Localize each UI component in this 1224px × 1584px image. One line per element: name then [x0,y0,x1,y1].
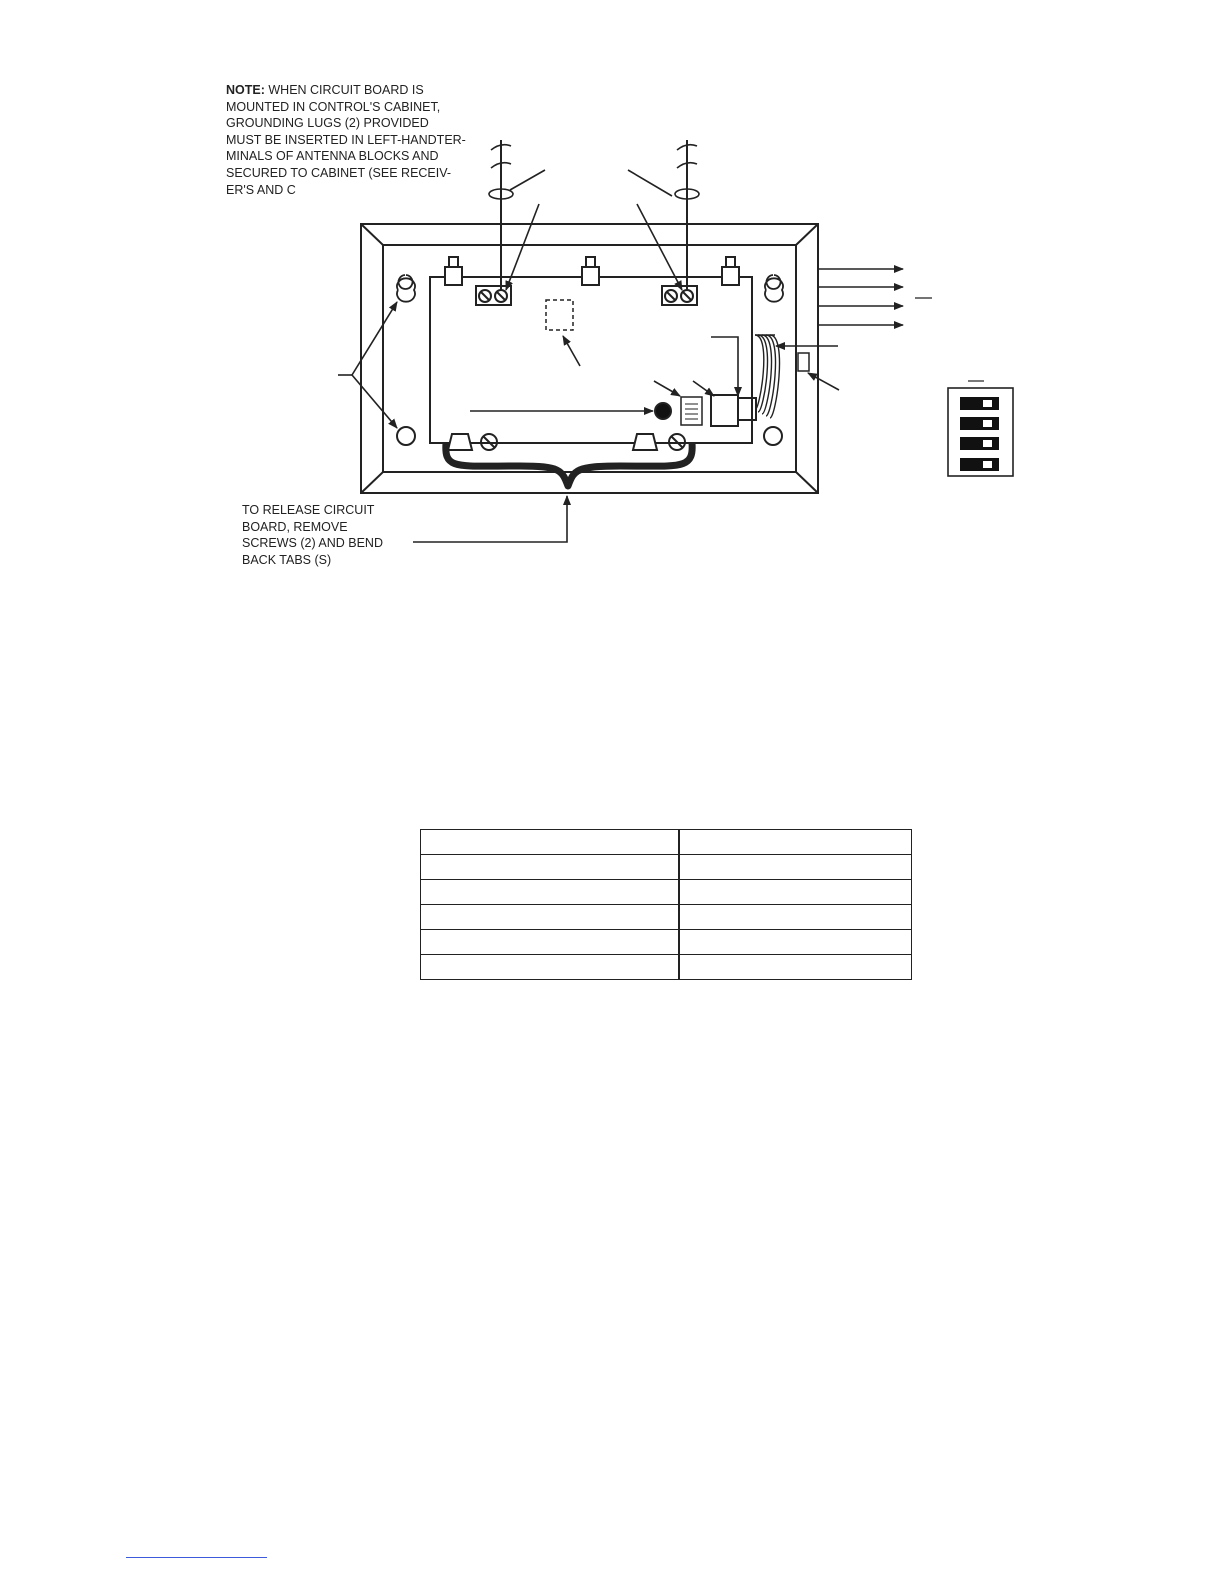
table-cell [679,855,912,880]
table-row [421,855,912,880]
keyhole-mounting-hole [765,275,783,302]
table-cell [679,830,912,855]
table-cell [679,905,912,930]
table-cell [421,855,680,880]
table-row [421,830,912,855]
table-cell [421,955,680,980]
table-cell [421,880,680,905]
table-cell [679,930,912,955]
component-chip [681,397,702,425]
table-row [421,930,912,955]
release-tab [633,434,657,450]
board-standoff [722,267,739,285]
dip-switch-toggle [960,458,999,471]
mounting-hole [764,427,782,445]
circuit-board [430,277,752,443]
dip-switch-toggle [960,397,999,410]
led-indicator [655,403,671,419]
dip-switch-toggle [960,437,999,450]
release-tab [448,434,472,450]
table-row [421,955,912,980]
antenna-terminal-block [662,286,697,305]
table-cell [421,905,680,930]
keyhole-mounting-hole [397,275,415,302]
hidden-component-outline [546,300,573,330]
table-cell [421,830,680,855]
side-jumper [798,353,809,371]
table-row [421,880,912,905]
table-cell [679,880,912,905]
release-instructions: TO RELEASE CIRCUIT BOARD, REMOVE SCREWS (2) AND BEND BACK TABS (S) [242,503,383,567]
wire-harness [755,335,780,418]
table-row [421,905,912,930]
board-standoff [582,267,599,285]
table-cell [679,955,912,980]
receiver-board-diagram [0,0,1224,600]
specification-table [420,829,912,980]
mounting-hole [397,427,415,445]
footer-link-underline[interactable] [126,1557,267,1558]
note-label: NOTE: [226,83,265,97]
dip-switch-toggle [960,417,999,430]
table-cell [421,930,680,955]
note-text: WHEN CIRCUIT BOARD IS MOUNTED IN CONTROL'S CABINET, GROUNDING LUGS (2) PROVIDED MUST BE INSERTED IN LEFT-HANDTER- MINALS OF ANTENNA BLOCKS AND SECURED TO CABINET (SEE RECEIV- ER'S AND C [226,83,466,197]
wiring-connector [711,395,738,426]
board-standoff [445,267,462,285]
connector-plug [738,398,756,420]
dip-switch [948,381,1013,476]
